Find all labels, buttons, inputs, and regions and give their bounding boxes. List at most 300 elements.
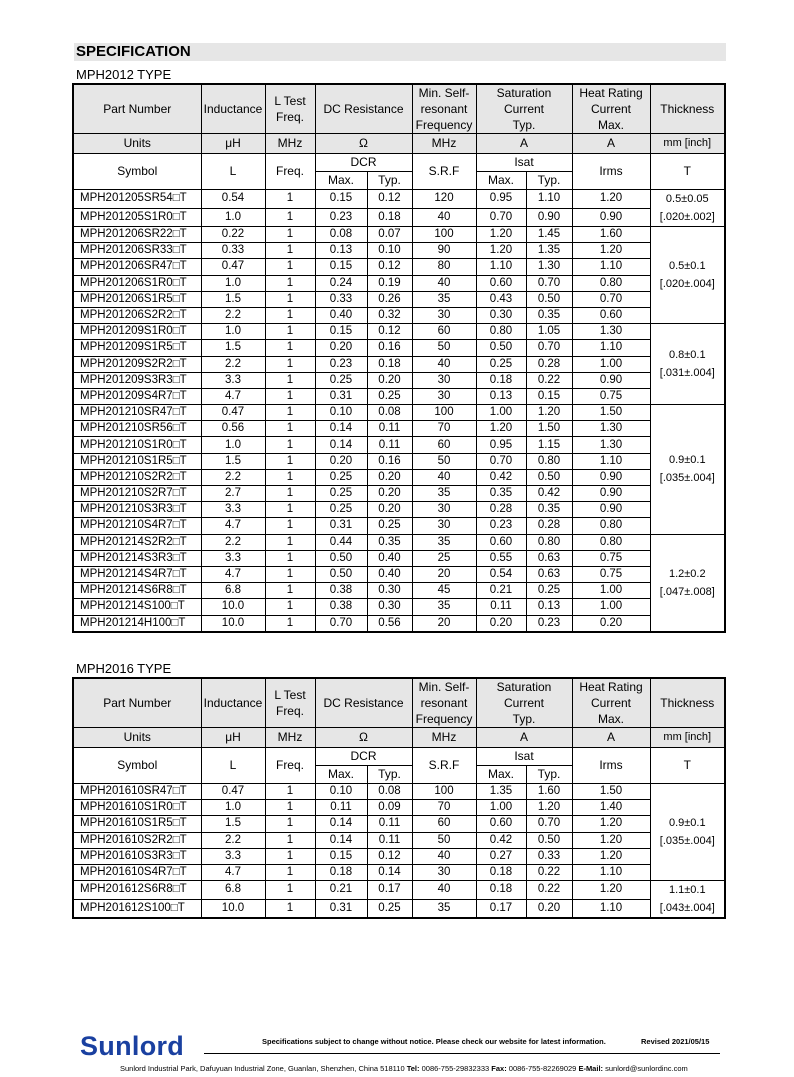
cell-irms: 1.30 — [572, 437, 650, 453]
thickness-line: [.020±.002] — [659, 211, 715, 223]
symbol-row — [73, 154, 725, 172]
cell-isat-typ: 0.50 — [526, 469, 572, 485]
cell-test-freq: 1 — [265, 227, 315, 243]
cell-isat-max: 0.55 — [476, 550, 526, 566]
cell-irms: 1.60 — [572, 227, 650, 243]
table-row — [73, 832, 725, 848]
cell-part-number: MPH201210S4R7□T — [73, 518, 201, 534]
cell-irms: 0.80 — [572, 275, 650, 291]
cell-test-freq: 1 — [265, 566, 315, 582]
cell-dcr-max: 0.50 — [315, 550, 367, 566]
cell-isat-max: 0.18 — [476, 881, 526, 899]
cell-dcr-max: 0.14 — [315, 816, 367, 832]
cell-srf: 35 — [412, 599, 476, 615]
cell-srf: 20 — [412, 566, 476, 582]
cell-irms: 1.30 — [572, 421, 650, 437]
cell-irms: 0.20 — [572, 615, 650, 632]
cell-isat-max: 0.42 — [476, 469, 526, 485]
cell-test-freq: 1 — [265, 848, 315, 864]
cell-irms: 1.10 — [572, 259, 650, 275]
header-inductance: Inductance — [201, 84, 265, 134]
symbol-irms: Irms — [572, 154, 650, 190]
units-dcr: Ω — [315, 134, 412, 154]
cell-srf: 80 — [412, 259, 476, 275]
cell-isat-max: 1.10 — [476, 259, 526, 275]
header-srf-line: Frequency — [415, 712, 473, 726]
header-saturation-line: Current — [504, 102, 545, 116]
thickness-line: [.031±.004] — [659, 367, 715, 380]
cell-test-freq: 1 — [265, 599, 315, 615]
cell-thickness — [650, 324, 725, 405]
brand-logo: Sunlord — [80, 1031, 185, 1061]
cell-test-freq: 1 — [265, 324, 315, 340]
thickness-line: [.047±.008] — [659, 585, 715, 598]
symbol-dcr: DCR — [315, 154, 412, 172]
cell-isat-typ: 0.28 — [526, 356, 572, 372]
table-row — [73, 291, 725, 307]
cell-inductance: 10.0 — [201, 599, 265, 615]
cell-isat-typ: 1.30 — [526, 259, 572, 275]
cell-isat-typ: 0.22 — [526, 372, 572, 388]
header-inductance: Inductance — [201, 678, 265, 728]
footer-divider — [204, 1053, 720, 1054]
table-row — [73, 881, 725, 899]
cell-inductance: 1.5 — [201, 340, 265, 356]
cell-irms: 1.00 — [572, 583, 650, 599]
cell-srf: 50 — [412, 340, 476, 356]
cell-inductance: 1.0 — [201, 275, 265, 291]
cell-srf: 30 — [412, 307, 476, 323]
cell-isat-typ: 0.70 — [526, 816, 572, 832]
symbol-label: Symbol — [73, 748, 201, 784]
cell-dcr-max: 0.31 — [315, 388, 367, 404]
cell-isat-max: 0.18 — [476, 864, 526, 880]
cell-part-number: MPH201210SR56□T — [73, 421, 201, 437]
cell-irms: 1.20 — [572, 243, 650, 259]
cell-dcr-typ: 0.26 — [367, 291, 412, 307]
cell-part-number: MPH201205SR54□T — [73, 190, 201, 209]
cell-dcr-typ: 0.25 — [367, 899, 412, 918]
cell-dcr-typ: 0.16 — [367, 453, 412, 469]
cell-part-number: MPH201610S4R7□T — [73, 864, 201, 880]
cell-test-freq: 1 — [265, 816, 315, 832]
cell-isat-max: 1.20 — [476, 421, 526, 437]
table-row — [73, 324, 725, 340]
address-text: Sunlord Industrial Park, Dafuyuan Industrial Zone, Guanlan, Shenzhen, China 518110 — [120, 1064, 405, 1073]
cell-dcr-typ: 0.11 — [367, 816, 412, 832]
cell-inductance: 1.0 — [201, 437, 265, 453]
cell-irms: 0.75 — [572, 550, 650, 566]
units-freq: MHz — [265, 134, 315, 154]
thickness-line: [.043±.004] — [659, 902, 715, 915]
cell-isat-max: 1.35 — [476, 784, 526, 800]
cell-srf: 70 — [412, 421, 476, 437]
cell-inductance: 0.56 — [201, 421, 265, 437]
cell-test-freq: 1 — [265, 259, 315, 275]
cell-test-freq: 1 — [265, 291, 315, 307]
cell-test-freq: 1 — [265, 518, 315, 534]
units-thickness: mm [inch] — [650, 134, 725, 154]
cell-dcr-max: 0.15 — [315, 259, 367, 275]
cell-isat-max: 0.11 — [476, 599, 526, 615]
header-srf-line: Min. Self- — [418, 680, 470, 694]
header-heat-rating-line: Max. — [598, 118, 625, 132]
cell-test-freq: 1 — [265, 243, 315, 259]
cell-part-number: MPH201209S3R3□T — [73, 372, 201, 388]
cell-dcr-max: 0.31 — [315, 899, 367, 918]
units-isat: A — [476, 134, 572, 154]
cell-isat-max: 0.70 — [476, 208, 526, 227]
table-row — [73, 437, 725, 453]
cell-isat-typ: 0.23 — [526, 615, 572, 632]
table-row — [73, 502, 725, 518]
cell-isat-typ: 1.05 — [526, 324, 572, 340]
cell-irms: 1.20 — [572, 881, 650, 899]
cell-isat-max: 0.95 — [476, 437, 526, 453]
cell-part-number: MPH201209S4R7□T — [73, 388, 201, 404]
symbol-dcr-max: Max. — [315, 766, 367, 784]
cell-srf: 100 — [412, 405, 476, 421]
cell-isat-max: 0.42 — [476, 832, 526, 848]
cell-test-freq: 1 — [265, 864, 315, 880]
header-srf-line: Frequency — [415, 118, 473, 132]
cell-srf: 60 — [412, 324, 476, 340]
fax-number: 0086-755-82269029 — [508, 1064, 577, 1073]
cell-inductance: 1.5 — [201, 291, 265, 307]
cell-part-number: MPH201210SR47□T — [73, 405, 201, 421]
cell-inductance: 6.8 — [201, 583, 265, 599]
symbol-dcr: DCR — [315, 748, 412, 766]
symbol-row — [73, 748, 725, 766]
fax-label: Fax: — [491, 1064, 507, 1073]
cell-srf: 70 — [412, 800, 476, 816]
cell-srf: 90 — [412, 243, 476, 259]
cell-dcr-max: 0.25 — [315, 372, 367, 388]
cell-thickness — [650, 227, 725, 324]
cell-inductance: 1.5 — [201, 816, 265, 832]
type-title-mph2016: MPH2016 TYPE — [76, 661, 172, 676]
cell-dcr-typ: 0.20 — [367, 372, 412, 388]
symbol-isat-max: Max. — [476, 172, 526, 190]
symbol-thickness: T — [650, 748, 725, 784]
header-heat-rating — [572, 678, 650, 728]
cell-srf: 45 — [412, 583, 476, 599]
cell-dcr-max: 0.11 — [315, 800, 367, 816]
table-row — [73, 227, 725, 243]
table-row — [73, 486, 725, 502]
cell-dcr-max: 0.40 — [315, 307, 367, 323]
cell-inductance: 0.54 — [201, 190, 265, 209]
cell-test-freq: 1 — [265, 275, 315, 291]
cell-test-freq: 1 — [265, 800, 315, 816]
cell-dcr-typ: 0.18 — [367, 208, 412, 227]
cell-dcr-max: 0.10 — [315, 784, 367, 800]
header-l-test-freq-line: Freq. — [275, 110, 304, 124]
cell-srf: 30 — [412, 372, 476, 388]
header-srf-line: resonant — [420, 102, 468, 116]
cell-inductance: 3.3 — [201, 848, 265, 864]
cell-inductance: 4.7 — [201, 388, 265, 404]
header-heat-rating — [572, 84, 650, 134]
cell-irms: 0.80 — [572, 518, 650, 534]
cell-srf: 40 — [412, 469, 476, 485]
cell-srf: 40 — [412, 356, 476, 372]
cell-thickness — [650, 405, 725, 535]
cell-isat-typ: 0.42 — [526, 486, 572, 502]
email-address: sunlord@sunlordinc.com — [605, 1064, 688, 1073]
cell-test-freq: 1 — [265, 899, 315, 918]
cell-irms: 0.75 — [572, 388, 650, 404]
cell-inductance: 3.3 — [201, 372, 265, 388]
cell-dcr-typ: 0.40 — [367, 566, 412, 582]
cell-part-number: MPH201214S4R7□T — [73, 566, 201, 582]
cell-thickness — [650, 881, 725, 919]
cell-part-number: MPH201612S100□T — [73, 899, 201, 918]
cell-isat-max: 0.95 — [476, 190, 526, 209]
cell-part-number: MPH201210S1R0□T — [73, 437, 201, 453]
cell-irms: 1.40 — [572, 800, 650, 816]
cell-part-number: MPH201206SR22□T — [73, 227, 201, 243]
cell-isat-typ: 0.20 — [526, 899, 572, 918]
cell-isat-max: 0.28 — [476, 502, 526, 518]
cell-part-number: MPH201610S1R0□T — [73, 800, 201, 816]
thickness-line: 0.5±0.05 — [665, 193, 709, 205]
units-srf: MHz — [412, 728, 476, 748]
cell-isat-max: 0.30 — [476, 307, 526, 323]
cell-irms: 1.10 — [572, 864, 650, 880]
cell-isat-max: 1.00 — [476, 405, 526, 421]
cell-isat-max: 0.50 — [476, 340, 526, 356]
cell-dcr-typ: 0.19 — [367, 275, 412, 291]
spec-table-mph2012 — [72, 83, 726, 633]
header-saturation-line: Saturation — [496, 680, 552, 694]
cell-isat-max: 0.70 — [476, 453, 526, 469]
cell-dcr-max: 0.15 — [315, 324, 367, 340]
cell-isat-max: 0.23 — [476, 518, 526, 534]
cell-test-freq: 1 — [265, 502, 315, 518]
cell-dcr-max: 0.10 — [315, 405, 367, 421]
cell-irms: 1.20 — [572, 816, 650, 832]
table-row — [73, 864, 725, 880]
cell-dcr-max: 0.15 — [315, 190, 367, 209]
cell-dcr-typ: 0.25 — [367, 518, 412, 534]
table-row — [73, 784, 725, 800]
header-heat-rating-line: Max. — [598, 712, 625, 726]
units-irms: A — [572, 728, 650, 748]
table-row — [73, 518, 725, 534]
cell-inductance: 4.7 — [201, 518, 265, 534]
cell-dcr-max: 0.20 — [315, 453, 367, 469]
cell-isat-max: 0.25 — [476, 356, 526, 372]
symbol-isat-typ: Typ. — [526, 766, 572, 784]
header-l-test-freq-line: Freq. — [275, 704, 304, 718]
cell-dcr-max: 0.24 — [315, 275, 367, 291]
cell-dcr-typ: 0.11 — [367, 421, 412, 437]
units-srf: MHz — [412, 134, 476, 154]
cell-test-freq: 1 — [265, 881, 315, 899]
cell-dcr-typ: 0.35 — [367, 534, 412, 550]
header-l-test-freq-line: L Test — [274, 94, 306, 108]
cell-irms: 0.60 — [572, 307, 650, 323]
cell-srf: 60 — [412, 437, 476, 453]
cell-test-freq: 1 — [265, 784, 315, 800]
cell-dcr-typ: 0.12 — [367, 259, 412, 275]
units-row — [73, 728, 725, 748]
cell-irms: 1.50 — [572, 784, 650, 800]
cell-isat-typ: 0.80 — [526, 534, 572, 550]
cell-isat-max: 0.43 — [476, 291, 526, 307]
cell-dcr-typ: 0.20 — [367, 502, 412, 518]
cell-srf: 30 — [412, 388, 476, 404]
header-thickness: Thickness — [650, 678, 725, 728]
cell-test-freq: 1 — [265, 453, 315, 469]
cell-isat-typ: 0.70 — [526, 275, 572, 291]
tel-number: 0086-755-29832333 — [421, 1064, 490, 1073]
thickness-line: 0.5±0.1 — [668, 260, 706, 273]
cell-dcr-max: 0.21 — [315, 881, 367, 899]
symbol-isat-typ: Typ. — [526, 172, 572, 190]
table-row — [73, 550, 725, 566]
thickness-line: 1.2±0.2 — [668, 567, 706, 580]
header-part-number: Part Number — [73, 84, 201, 134]
cell-dcr-typ: 0.11 — [367, 437, 412, 453]
cell-isat-typ: 1.60 — [526, 784, 572, 800]
cell-irms: 0.90 — [572, 486, 650, 502]
cell-isat-typ: 0.22 — [526, 881, 572, 899]
footer-address — [120, 1064, 688, 1073]
cell-test-freq: 1 — [265, 372, 315, 388]
header-thickness: Thickness — [650, 84, 725, 134]
cell-isat-typ: 0.28 — [526, 518, 572, 534]
cell-part-number: MPH201214H100□T — [73, 615, 201, 632]
cell-dcr-max: 0.38 — [315, 599, 367, 615]
symbol-label: Symbol — [73, 154, 201, 190]
header-dc-resistance: DC Resistance — [315, 84, 412, 134]
symbol-irms: Irms — [572, 748, 650, 784]
cell-inductance: 3.3 — [201, 502, 265, 518]
cell-inductance: 3.3 — [201, 550, 265, 566]
cell-part-number: MPH201209S2R2□T — [73, 356, 201, 372]
symbol-inductance: L — [201, 154, 265, 190]
cell-isat-max: 1.20 — [476, 227, 526, 243]
cell-isat-max: 0.60 — [476, 816, 526, 832]
header-saturation — [476, 678, 572, 728]
cell-dcr-max: 0.70 — [315, 615, 367, 632]
cell-irms: 0.90 — [572, 469, 650, 485]
cell-isat-typ: 1.10 — [526, 190, 572, 209]
cell-part-number: MPH201206S1R5□T — [73, 291, 201, 307]
cell-inductance: 1.0 — [201, 208, 265, 227]
cell-inductance: 10.0 — [201, 615, 265, 632]
cell-part-number: MPH201210S2R2□T — [73, 469, 201, 485]
cell-irms: 0.70 — [572, 291, 650, 307]
cell-inductance: 0.22 — [201, 227, 265, 243]
cell-part-number: MPH201214S2R2□T — [73, 534, 201, 550]
symbol-dcr-max: Max. — [315, 172, 367, 190]
thickness-line: 0.8±0.1 — [668, 349, 706, 362]
cell-srf: 60 — [412, 816, 476, 832]
cell-dcr-max: 0.18 — [315, 864, 367, 880]
revision-date: Revised 2021/05/15 — [641, 1037, 710, 1046]
cell-srf: 35 — [412, 534, 476, 550]
cell-dcr-typ: 0.30 — [367, 583, 412, 599]
header-dc-resistance: DC Resistance — [315, 678, 412, 728]
cell-part-number: MPH201205S1R0□T — [73, 208, 201, 227]
cell-test-freq: 1 — [265, 208, 315, 227]
cell-thickness — [650, 190, 725, 227]
cell-inductance: 1.0 — [201, 324, 265, 340]
cell-isat-typ: 0.35 — [526, 307, 572, 323]
cell-dcr-max: 0.25 — [315, 486, 367, 502]
cell-dcr-max: 0.50 — [315, 566, 367, 582]
header-srf-line: Min. Self- — [418, 86, 470, 100]
cell-dcr-typ: 0.09 — [367, 800, 412, 816]
cell-dcr-typ: 0.08 — [367, 405, 412, 421]
cell-test-freq: 1 — [265, 356, 315, 372]
cell-isat-max: 0.54 — [476, 566, 526, 582]
cell-isat-max: 0.21 — [476, 583, 526, 599]
cell-dcr-max: 0.25 — [315, 469, 367, 485]
symbol-isat: Isat — [476, 748, 572, 766]
thickness-line: 1.1±0.1 — [668, 884, 706, 897]
cell-srf: 20 — [412, 615, 476, 632]
cell-srf: 40 — [412, 881, 476, 899]
header-heat-rating-line: Current — [591, 102, 632, 116]
cell-part-number: MPH201612S6R8□T — [73, 881, 201, 899]
cell-isat-typ: 0.50 — [526, 291, 572, 307]
cell-dcr-typ: 0.20 — [367, 469, 412, 485]
cell-isat-max: 1.00 — [476, 800, 526, 816]
cell-irms: 1.00 — [572, 356, 650, 372]
header-saturation-line: Saturation — [496, 86, 552, 100]
table-row — [73, 566, 725, 582]
header-row — [73, 678, 725, 728]
cell-dcr-max: 0.08 — [315, 227, 367, 243]
cell-dcr-max: 0.33 — [315, 291, 367, 307]
cell-part-number: MPH201214S100□T — [73, 599, 201, 615]
table-row — [73, 356, 725, 372]
table-row — [73, 340, 725, 356]
cell-dcr-typ: 0.56 — [367, 615, 412, 632]
cell-isat-typ: 1.35 — [526, 243, 572, 259]
cell-isat-typ: 0.50 — [526, 832, 572, 848]
cell-isat-typ: 0.15 — [526, 388, 572, 404]
cell-dcr-typ: 0.14 — [367, 864, 412, 880]
cell-inductance: 6.8 — [201, 881, 265, 899]
cell-test-freq: 1 — [265, 615, 315, 632]
cell-isat-max: 0.35 — [476, 486, 526, 502]
cell-srf: 35 — [412, 486, 476, 502]
cell-dcr-max: 0.14 — [315, 437, 367, 453]
header-heat-rating-line: Current — [591, 696, 632, 710]
cell-part-number: MPH201206S1R0□T — [73, 275, 201, 291]
cell-test-freq: 1 — [265, 190, 315, 209]
cell-dcr-max: 0.20 — [315, 340, 367, 356]
cell-dcr-max: 0.44 — [315, 534, 367, 550]
units-inductance: μH — [201, 728, 265, 748]
cell-dcr-typ: 0.20 — [367, 486, 412, 502]
cell-dcr-typ: 0.40 — [367, 550, 412, 566]
cell-inductance: 2.2 — [201, 832, 265, 848]
table-row — [73, 208, 725, 227]
cell-dcr-max: 0.14 — [315, 832, 367, 848]
cell-inductance: 0.47 — [201, 405, 265, 421]
cell-inductance: 2.2 — [201, 469, 265, 485]
thickness-line: 0.9±0.1 — [668, 454, 706, 467]
header-l-test-freq — [265, 84, 315, 134]
cell-thickness — [650, 534, 725, 632]
cell-irms: 1.50 — [572, 405, 650, 421]
